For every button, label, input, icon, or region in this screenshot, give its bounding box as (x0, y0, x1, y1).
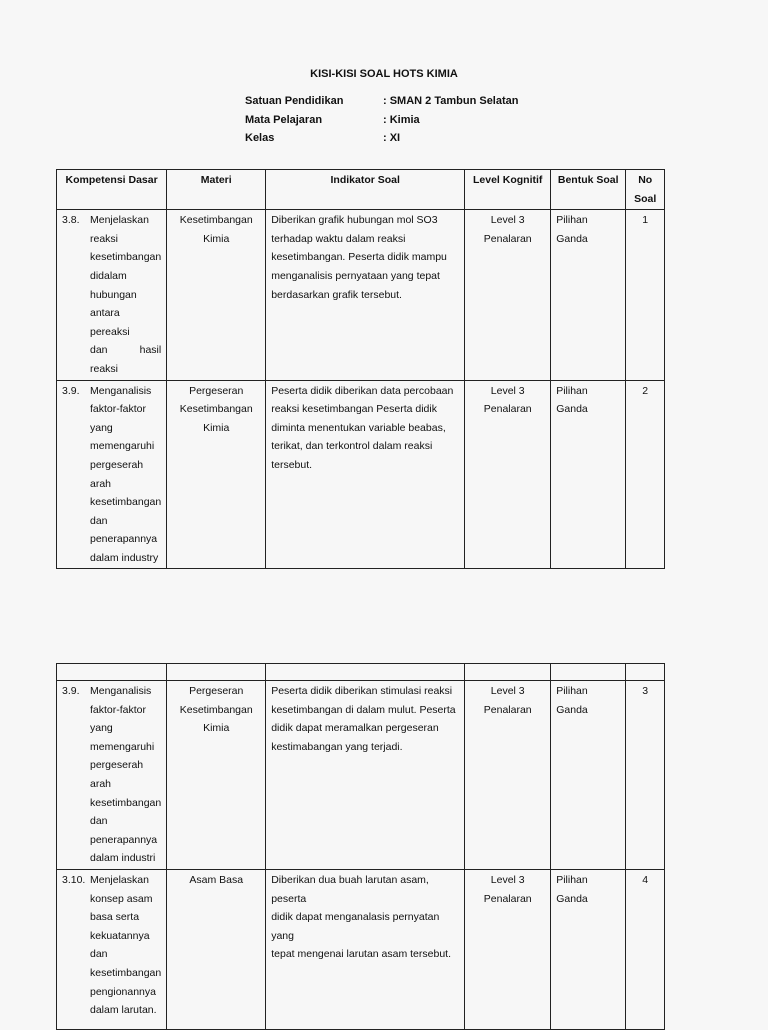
indikator-line: tepat mengenai larutan asam tersebut. (271, 948, 451, 961)
header-kompetensi-dasar: Kompetensi Dasar (57, 170, 167, 210)
kd-line: penerapannya (90, 833, 158, 846)
kd-number: 3.8. (62, 214, 80, 227)
kompetensi-dasar-cell (57, 869, 167, 1029)
level-kognitif-cell (465, 380, 551, 569)
kompetensi-dasar-cell (57, 681, 167, 870)
kd-line: didalam (90, 269, 127, 282)
materi-cell (167, 380, 266, 569)
bentuk-soal-cell: Pilihan Ganda (551, 681, 626, 870)
no-soal-cell: 4 (626, 869, 665, 1029)
table-row (57, 681, 665, 870)
indikator-line: kesetimbangan di dalam mulut. Peserta (271, 703, 456, 716)
table-header-row-empty (57, 664, 665, 681)
kompetensi-dasar-cell (57, 380, 167, 569)
kd-line: Menjelaskan (90, 873, 149, 886)
empty-cell (167, 664, 266, 681)
kd-text (90, 682, 161, 868)
kd-line: Menjelaskan (90, 214, 149, 227)
kd-line: pergeserah arah (90, 458, 144, 490)
meta-label: Kelas (245, 132, 275, 144)
meta-row (245, 114, 518, 133)
materi-cell (167, 681, 266, 870)
kompetensi-dasar-cell (57, 210, 167, 380)
kd-line: kesetimbangan (90, 966, 162, 979)
kd-line: yang (90, 722, 113, 735)
kd-line: dalam industri (90, 852, 156, 865)
empty-cell (626, 664, 665, 681)
materi-line: Kesetimbangan (179, 214, 253, 227)
materi-line: Pergeseran (189, 685, 244, 697)
no-soal-cell: 3 (626, 681, 665, 870)
kd-line: konsep asam (90, 892, 153, 905)
kd-number: 3.10. (62, 873, 86, 886)
kd-line: dan (90, 948, 108, 961)
level-line: Penalaran (483, 403, 532, 416)
materi-line: Kimia (203, 722, 230, 735)
kd-line: basa serta (90, 911, 140, 924)
meta-label: Satuan Pendidikan (245, 95, 344, 107)
indikator-line: diminta menentukan variable beabas, (271, 421, 446, 434)
kisi-kisi-table-page-1 (56, 169, 665, 569)
indikator-cell (266, 210, 465, 380)
page-title: KISI-KISI SOAL HOTS KIMIA (310, 68, 458, 80)
empty-cell (266, 664, 465, 681)
table-row (57, 210, 665, 380)
indikator-line: tersebut. (271, 458, 313, 471)
kd-line: pengionannya (90, 985, 156, 998)
kd-line: memengaruhi (90, 740, 155, 753)
kd-line: antara pereaksi (90, 307, 130, 338)
header-indikator-soal: Indikator Soal (266, 170, 465, 210)
table-header-row (57, 170, 665, 210)
materi-line: Kimia (203, 232, 230, 245)
no-soal-cell: 2 (626, 380, 665, 569)
materi-line: Kesetimbangan (179, 703, 253, 716)
no-soal-cell: 1 (626, 210, 665, 380)
materi-line: Kesetimbangan (179, 403, 253, 416)
kd-number: 3.9. (62, 384, 80, 397)
header-level-kognitif: Level Kognitif (465, 170, 551, 210)
indikator-cell (266, 869, 465, 1029)
indikator-line: didik dapat menganalasis pernyatan yang (271, 911, 440, 942)
level-line: Level 3 (490, 873, 525, 886)
indikator-line: terikat, dan terkontrol dalam reaksi (271, 440, 433, 453)
meta-row (245, 95, 518, 114)
kd-line: dalam industry (90, 551, 159, 564)
meta-value: : SMAN 2 Tambun Selatan (383, 95, 519, 107)
materi-line: Asam Basa (189, 873, 244, 886)
materi-line: Kimia (203, 421, 230, 434)
indikator-line: Peserta didik diberikan data percobaan (271, 384, 454, 397)
kd-line: kesetimbangan (90, 796, 162, 809)
bentuk-soal-cell: Pilihan Ganda (551, 210, 626, 380)
level-line: Level 3 (490, 214, 525, 227)
kd-text (90, 871, 161, 1020)
kd-line: arah (90, 777, 112, 790)
kd-line: dalam larutan. (90, 1004, 157, 1017)
level-kognitif-cell (465, 869, 551, 1029)
kd-text (90, 211, 161, 378)
indikator-line: reaksi kesetimbangan Peserta didik (271, 403, 437, 416)
kd-line: Menganalisis (90, 384, 152, 397)
header-no-soal: No Soal (626, 170, 665, 210)
indikator-line: berdasarkan grafik tersebut. (271, 288, 402, 301)
meta-value: : XI (383, 132, 401, 144)
meta-label: Mata Pelajaran (245, 113, 323, 126)
kd-line: faktor-faktor (90, 703, 147, 716)
kd-line: yang (90, 421, 113, 434)
kd-text (90, 382, 161, 568)
document-meta (245, 95, 518, 151)
kd-line: pergeserah (90, 759, 144, 772)
table-row (57, 869, 665, 1029)
indikator-cell (266, 681, 465, 870)
header-bentuk-soal: Bentuk Soal (551, 170, 626, 210)
materi-line: Pergeseran (189, 384, 244, 397)
kd-line: Menganalisis (90, 685, 152, 697)
indikator-line: Diberikan grafik hubungan mol SO3 (271, 214, 438, 227)
kd-line: dan hasil reaksi (90, 344, 162, 375)
bentuk-soal-cell: Pilihan Ganda (551, 869, 626, 1029)
kd-line: kekuatannya (90, 929, 150, 942)
kd-line: kesetimbangan (90, 251, 162, 264)
header-materi: Materi (167, 170, 266, 210)
kisi-kisi-table-page-2 (56, 663, 665, 1030)
level-kognitif-cell (465, 210, 551, 380)
meta-value: : Kimia (383, 113, 420, 126)
kd-line: hubungan (90, 288, 137, 301)
kd-number: 3.9. (62, 685, 80, 697)
empty-cell (551, 664, 626, 681)
kd-line: faktor-faktor (90, 403, 147, 416)
bentuk-soal-cell: Pilihan Ganda (551, 380, 626, 569)
indikator-line: kestimabangan yang terjadi. (271, 740, 403, 753)
level-line: Penalaran (483, 703, 532, 716)
level-line: Level 3 (490, 685, 525, 697)
materi-cell (167, 210, 266, 380)
level-line: Penalaran (483, 892, 532, 905)
kd-line: reaksi (90, 232, 119, 245)
table-row (57, 380, 665, 569)
kd-line: dan (90, 514, 108, 527)
indikator-line: Peserta didik diberikan stimulasi reaksi (271, 685, 453, 697)
indikator-line: kesetimbangan. Peserta didik mampu (271, 251, 447, 264)
kd-line: memengaruhi (90, 440, 155, 453)
kd-line: dan (90, 815, 108, 828)
materi-cell (167, 869, 266, 1029)
indikator-line: Diberikan dua buah larutan asam, peserta (271, 873, 429, 905)
indikator-line: menganalisis pernyataan yang tepat (271, 269, 440, 282)
level-kognitif-cell (465, 681, 551, 870)
kd-line: kesetimbangan (90, 496, 162, 509)
indikator-cell (266, 380, 465, 569)
indikator-line: didik dapat meramalkan pergeseran (271, 722, 439, 735)
level-line: Penalaran (483, 232, 532, 245)
level-line: Level 3 (490, 384, 525, 397)
kd-line: penerapannya (90, 533, 158, 546)
meta-row (245, 132, 518, 151)
empty-cell (465, 664, 551, 681)
indikator-line: terhadap waktu dalam reaksi (271, 232, 406, 245)
empty-cell (57, 664, 167, 681)
